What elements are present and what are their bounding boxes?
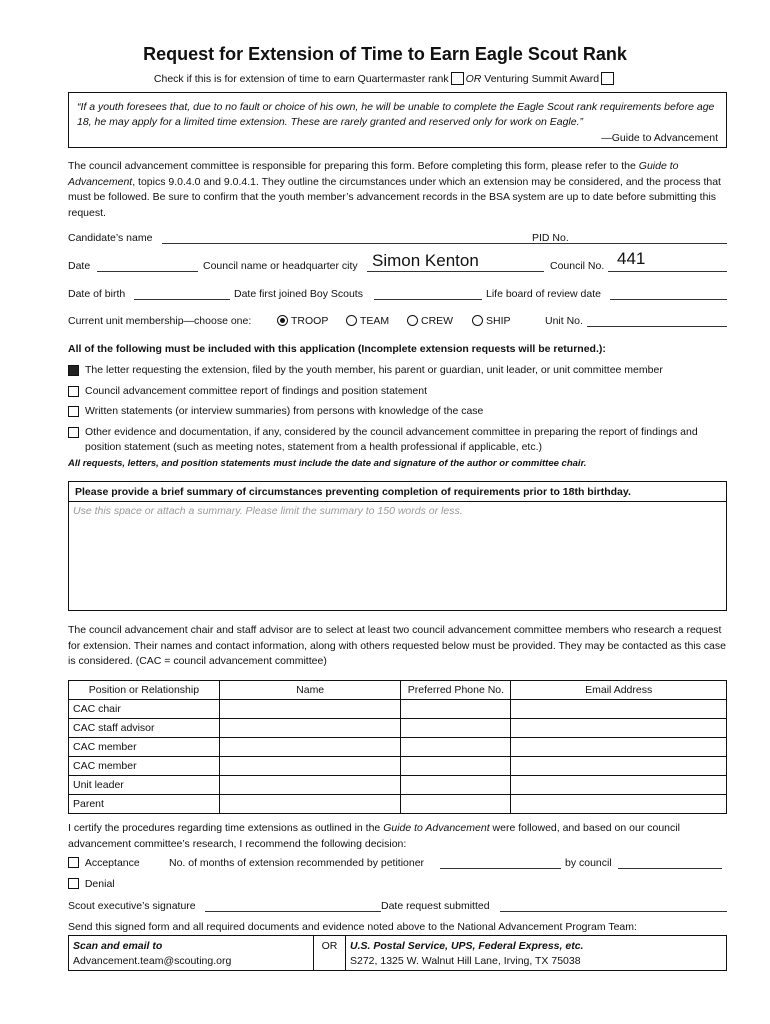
- guide-quote-text: “If a youth foresees that, due to no fault or choice of his own, he will be unable to complete the Eagle Scout rank requirements before age 18, he may apply for a limited time extension. These are rarely granted and reserved only for work on Eagle.”: [77, 101, 715, 128]
- table-row: [69, 719, 727, 738]
- unit-type-ship[interactable]: [472, 315, 511, 327]
- unit-type-crew[interactable]: [407, 315, 453, 327]
- requirement-text: Council advancement committee report of findings and position statement: [85, 385, 428, 397]
- denial-row: [68, 878, 728, 898]
- council-city-label: Council name or headquarter city: [203, 260, 358, 272]
- header-email: Email Address: [511, 681, 727, 700]
- signature-row: [68, 900, 728, 920]
- subtitle-or: OR: [465, 73, 482, 85]
- membership-label: Current unit membership—choose one:: [68, 315, 252, 327]
- summary-heading: Please provide a brief summary of circumstances preventing completion of requirements prior to 18th birthday.: [69, 482, 726, 502]
- mail-address: S272, 1325 W. Walnut Hill Lane, Irving, TX 75038: [350, 955, 581, 967]
- acceptance-option[interactable]: [68, 857, 140, 869]
- or-cell: OR: [314, 936, 346, 970]
- requirement-item-other: [68, 425, 728, 455]
- header-position: Position or Relationship: [69, 681, 220, 700]
- troop-label: TROOP: [291, 315, 329, 327]
- council-row: [68, 249, 728, 280]
- candidate-name-label: Candidate’s name: [68, 232, 153, 244]
- form-title: Request for Extension of Time to Earn Eagle Scout Rank: [143, 44, 627, 64]
- council-no-label: Council No.: [550, 260, 605, 272]
- dob-field[interactable]: [134, 288, 230, 300]
- email-cell[interactable]: [511, 719, 727, 738]
- council-city-value: Simon Kenton: [372, 251, 479, 270]
- phone-cell[interactable]: [401, 795, 511, 814]
- row-position: CAC member: [69, 757, 220, 776]
- phone-cell[interactable]: [401, 776, 511, 795]
- phone-cell[interactable]: [401, 757, 511, 776]
- unit-no-field[interactable]: [587, 315, 727, 327]
- table-row: [69, 776, 727, 795]
- requirement-item-statements: [68, 404, 728, 419]
- certify-text-1: I certify the procedures regarding time extensions as outlined in the: [68, 822, 384, 834]
- requirement-checkbox-other[interactable]: [68, 427, 79, 438]
- intro-text-2: , topics 9.0.4.0 and 9.0.4.1. They outline the circumstances under which an extension may be considered, and the process that must be followed. Be sure to confirm that the youth member’s advancement records in the BSA system are up to date before submitting this request.: [68, 175, 721, 219]
- requirements-note: All requests, letters, and position statements must include the date and signature of the author or committee chair.: [68, 458, 587, 469]
- denial-option[interactable]: [68, 878, 115, 890]
- months-label: No. of months of extension recommended by petitioner: [169, 857, 425, 869]
- acceptance-row: [68, 857, 728, 877]
- subtitle-quartermaster-text: Check if this is for extension of time to earn Quartermaster rank: [153, 73, 449, 85]
- requirement-text: Other evidence and documentation, if any, considered by the council advancement committee in preparing the report of findings and position statement (such as meeting notes, statement from a health professional if applicable, etc.): [85, 426, 698, 453]
- date-field[interactable]: [97, 260, 198, 272]
- subtitle-venturing-text: Venturing Summit Award: [484, 73, 600, 85]
- months-petitioner-field[interactable]: [440, 857, 561, 869]
- form-subtitle: [0, 72, 770, 85]
- intro-paragraph: [68, 159, 728, 221]
- row-position: Parent: [69, 795, 220, 814]
- email-cell[interactable]: [511, 738, 727, 757]
- crew-label: CREW: [421, 315, 454, 327]
- pid-field[interactable]: [571, 232, 727, 244]
- row-position: Unit leader: [69, 776, 220, 795]
- table-row: [69, 757, 727, 776]
- table-row: [69, 700, 727, 719]
- requirement-text: The letter requesting the extension, filed by the youth member, his parent or guardian, unit leader, or unit committee member: [85, 364, 663, 376]
- by-council-label: by council: [565, 857, 612, 869]
- send-intro: Send this signed form and all required documents and evidence noted above to the National Advancement Program Team:: [68, 921, 637, 933]
- name-cell[interactable]: [219, 738, 401, 757]
- crew-radio[interactable]: [407, 315, 418, 326]
- requirements-heading: All of the following must be included with this application (Incomplete extension requests will be returned.):: [68, 343, 606, 355]
- months-council-field[interactable]: [618, 857, 722, 869]
- date-label: Date: [68, 260, 91, 272]
- header-name: Name: [219, 681, 401, 700]
- quartermaster-checkbox[interactable]: [451, 72, 464, 85]
- venturing-summit-checkbox[interactable]: [601, 72, 614, 85]
- email-cell: [69, 936, 314, 970]
- table-row: [69, 738, 727, 757]
- membership-row: [68, 315, 728, 335]
- acceptance-label: Acceptance: [84, 857, 140, 869]
- name-cell[interactable]: [219, 757, 401, 776]
- requirement-text: Written statements (or interview summaries) from persons with knowledge of the case: [85, 405, 484, 417]
- header-phone: Preferred Phone No.: [401, 681, 511, 700]
- name-cell[interactable]: [219, 719, 401, 738]
- certify-paragraph: [68, 821, 728, 852]
- email-cell[interactable]: [511, 700, 727, 719]
- cac-table: [68, 680, 727, 814]
- requirement-item-report: [68, 384, 728, 399]
- name-cell[interactable]: [219, 700, 401, 719]
- pid-label: PID No.: [532, 232, 569, 244]
- intro-guide-ref: Guide to Advancement: [68, 160, 679, 188]
- email-cell[interactable]: [511, 757, 727, 776]
- table-row: [69, 795, 727, 814]
- row-position: CAC member: [69, 738, 220, 757]
- candidate-name-field[interactable]: [162, 232, 594, 244]
- guide-quote-box: [68, 92, 727, 148]
- row-position: CAC chair: [69, 700, 220, 719]
- summary-box: [68, 481, 727, 611]
- email-cell[interactable]: [511, 776, 727, 795]
- troop-radio[interactable]: [277, 315, 288, 326]
- email-cell[interactable]: [511, 795, 727, 814]
- date-submitted-field[interactable]: [500, 900, 727, 912]
- unit-type-troop[interactable]: [277, 315, 328, 327]
- cac-table-header: [69, 681, 727, 700]
- unit-type-team[interactable]: [346, 315, 389, 327]
- phone-cell[interactable]: [401, 700, 511, 719]
- name-cell[interactable]: [219, 776, 401, 795]
- name-cell[interactable]: [219, 795, 401, 814]
- requirement-item-letter: [68, 363, 728, 378]
- denial-checkbox[interactable]: [68, 878, 79, 889]
- summary-textarea[interactable]: Use this space or attach a summary. Please limit the summary to 150 words or less.: [73, 505, 463, 517]
- signature-label: Scout executive’s signature: [68, 900, 196, 912]
- signature-field[interactable]: [205, 900, 381, 912]
- requirement-checkbox-report[interactable]: [68, 386, 79, 397]
- ship-radio[interactable]: [472, 315, 483, 326]
- phone-cell[interactable]: [401, 738, 511, 757]
- acceptance-checkbox[interactable]: [68, 857, 79, 868]
- mail-cell: [346, 936, 726, 970]
- mail-heading: U.S. Postal Service, UPS, Federal Express, etc.: [350, 940, 584, 952]
- date-joined-label: Date first joined Boy Scouts: [234, 288, 363, 300]
- council-no-value: 441: [617, 249, 646, 268]
- send-box: [68, 935, 727, 971]
- cac-intro: The council advancement chair and staff advisor are to select at least two council advancement committee members who research a request for extension. Their names and contact information, along with others requested below must be provided. They may be contacted as this case is considered. (CAC = council advancement committee): [68, 624, 726, 667]
- guide-quote-attribution: —Guide to Advancement: [601, 132, 718, 144]
- phone-cell[interactable]: [401, 719, 511, 738]
- requirement-checkbox-statements[interactable]: [68, 406, 79, 417]
- row-position: CAC staff advisor: [69, 719, 220, 738]
- date-joined-field[interactable]: [374, 288, 482, 300]
- ship-label: SHIP: [486, 315, 511, 327]
- life-board-field[interactable]: [610, 288, 727, 300]
- life-board-label: Life board of review date: [486, 288, 601, 300]
- dob-label: Date of birth: [68, 288, 126, 300]
- email-address-link[interactable]: Advancement.team@scouting.org: [73, 955, 232, 967]
- unit-no-label: Unit No.: [545, 315, 583, 327]
- date-submitted-label: Date request submitted: [381, 900, 490, 912]
- denial-label: Denial: [84, 878, 115, 890]
- certify-guide-ref: Guide to Advancement: [383, 822, 490, 834]
- dates-row: [68, 288, 728, 308]
- email-heading: Scan and email to: [73, 940, 163, 952]
- intro-text-1: The council advancement committee is responsible for preparing this form. Before completing this form, please refer to the: [68, 160, 639, 172]
- certify-text-2: were followed, and based on our council advancement committee’s research, I recommend the following decision:: [68, 822, 680, 850]
- team-label: TEAM: [360, 315, 390, 327]
- team-radio[interactable]: [346, 315, 357, 326]
- requirement-checkbox-letter[interactable]: [68, 365, 79, 376]
